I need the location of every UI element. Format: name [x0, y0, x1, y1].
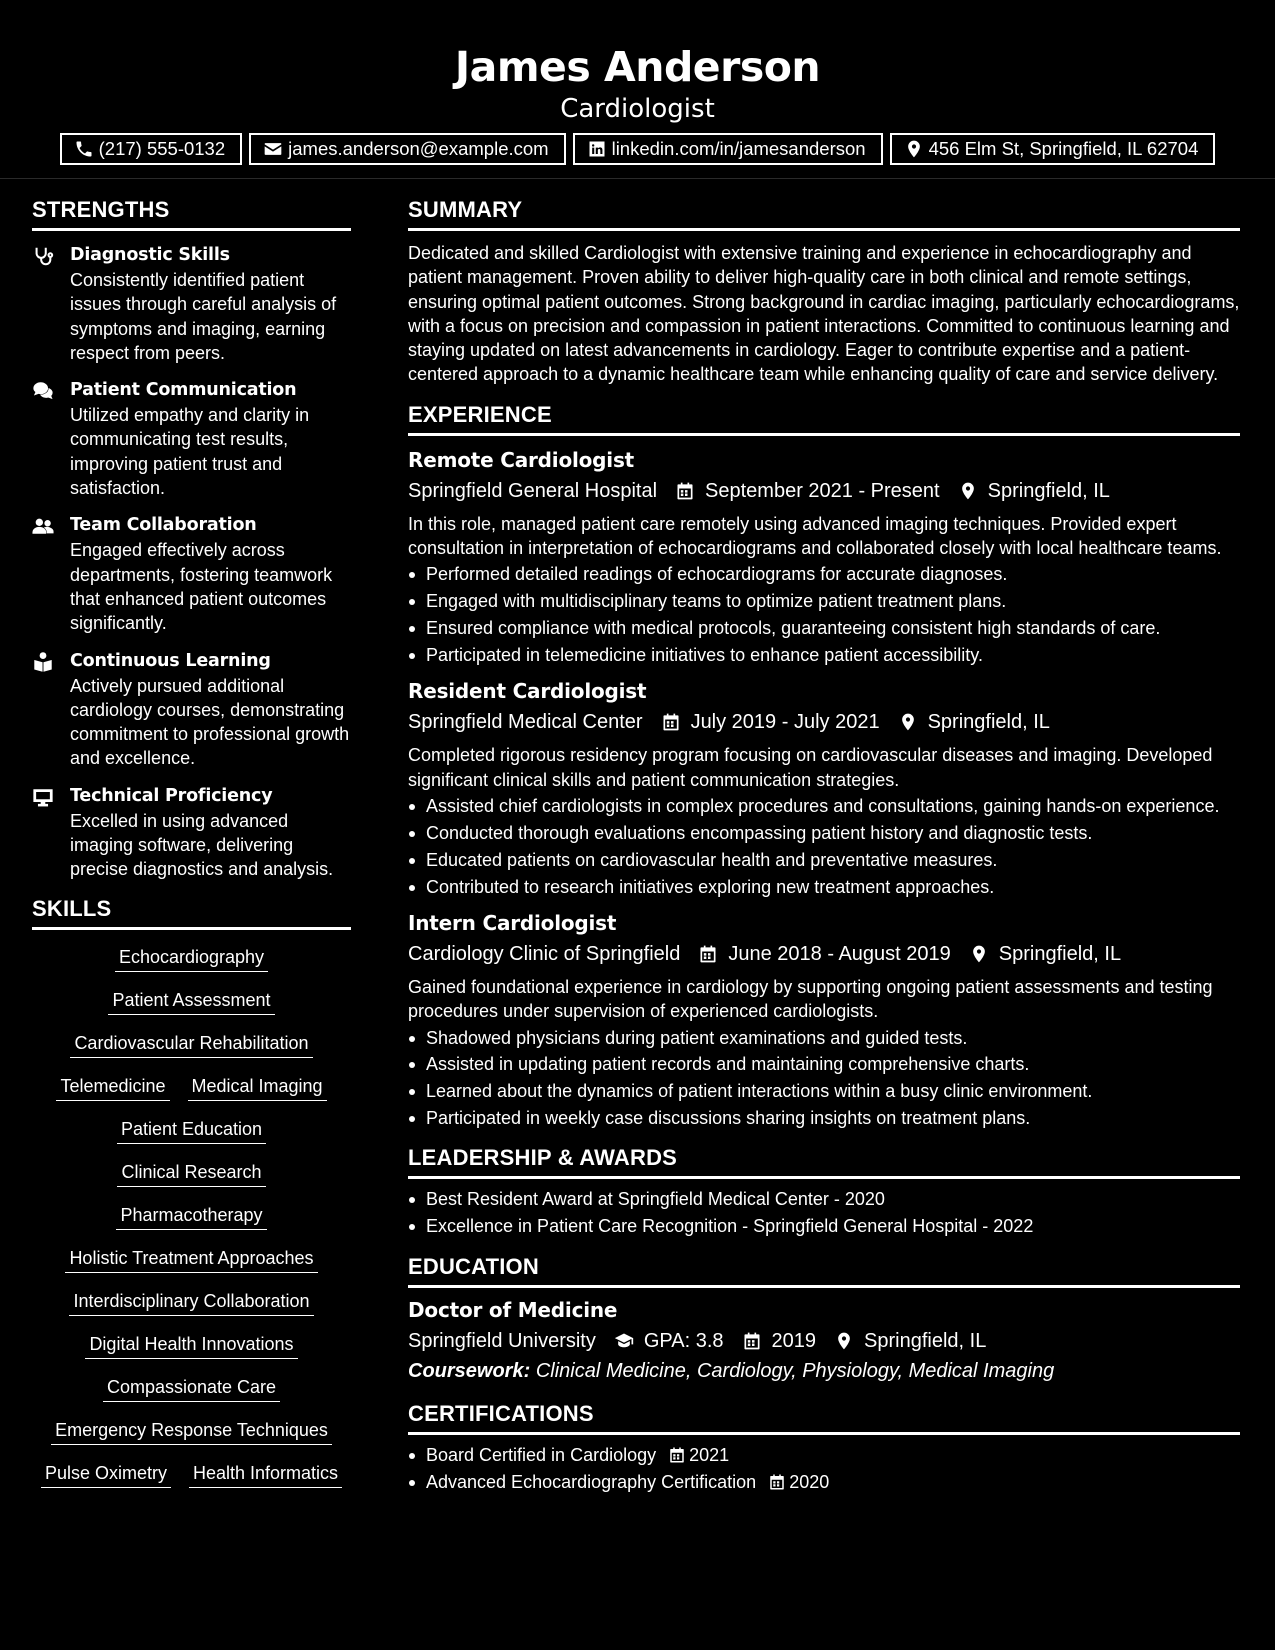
- job-description: In this role, managed patient care remotely using advanced imaging techniques. Provided expert consultation in interpretation of echocardiograms and collaborated closely with local healthcare teams.: [408, 513, 1222, 559]
- strength-desc: Consistently identified patient issues through careful analysis of symptoms and imaging, earning respect from peers.: [70, 270, 337, 363]
- job-title: Resident Cardiologist: [408, 679, 647, 704]
- coursework: [408, 1356, 1240, 1386]
- list-item: [408, 1470, 1240, 1494]
- job-entry: [408, 677, 1240, 899]
- job-bullets: [408, 1026, 1240, 1131]
- list-item: Learned about the dynamics of patient interactions within a busy clinic environment.: [408, 1079, 1240, 1103]
- resume-header: [0, 0, 1275, 179]
- strength-item: [32, 649, 351, 771]
- skill-tag: Pulse Oximetry: [41, 1462, 171, 1488]
- graduation-year: 2019: [771, 1329, 817, 1352]
- skill-tag: Emergency Response Techniques: [51, 1419, 332, 1445]
- awards-heading: LEADERSHIP & AWARDS: [408, 1144, 1240, 1179]
- school-name: Springfield University: [408, 1329, 596, 1352]
- calendar-icon: [675, 481, 695, 501]
- job-dates: September 2021 - Present: [705, 479, 940, 502]
- calendar-icon: [668, 1446, 686, 1464]
- list-item: Assisted chief cardiologists in complex procedures and consultations, gaining hands-on experience.: [408, 794, 1240, 818]
- skill-tag: Holistic Treatment Approaches: [65, 1247, 317, 1273]
- list-item: Performed detailed readings of echocardiograms for accurate diagnoses.: [408, 562, 1240, 586]
- strength-item: [32, 513, 351, 635]
- summary-text: Dedicated and skilled Cardiologist with extensive training and experience in echocardiography and patient management. Proven ability to deliver high-quality care in both clinical and remote settings, ensuring optimal patient outcomes. Strong background in cardiac imaging, particularly echocardiograms, with a focus on precision and compassion in patient interactions. Committed to continuous learning and staying updated on latest advancements in cardiology. Eager to contribute expertise and a patient-centered approach to a dynamic healthcare team while enhancing quality of care and service delivery.: [408, 243, 1240, 385]
- list-item: Best Resident Award at Springfield Medical Center - 2020: [408, 1187, 1240, 1211]
- list-item: Assisted in updating patient records and maintaining comprehensive charts.: [408, 1052, 1240, 1076]
- skill-tag: Medical Imaging: [188, 1075, 327, 1101]
- skill-tag: Compassionate Care: [103, 1376, 280, 1402]
- job-location: Springfield, IL: [927, 711, 1050, 734]
- education-entry: [408, 1296, 1240, 1386]
- contact-email[interactable]: [249, 133, 565, 165]
- certifications-heading: CERTIFICATIONS: [408, 1400, 1240, 1435]
- map-marker-icon: [904, 139, 924, 159]
- job-dates: July 2019 - July 2021: [690, 711, 880, 734]
- list-item: Contributed to research initiatives exploring new treatment approaches.: [408, 875, 1240, 899]
- calendar-icon: [742, 1331, 762, 1351]
- job-title: Remote Cardiologist: [408, 447, 635, 472]
- map-marker-icon: [898, 712, 918, 732]
- job-dates: June 2018 - August 2019: [728, 942, 951, 965]
- job-company: Cardiology Clinic of Springfield: [408, 942, 681, 965]
- stethoscope-icon: [32, 245, 54, 267]
- strengths-list: [32, 243, 351, 882]
- strength-title: Continuous Learning: [70, 650, 271, 671]
- skill-tag: Interdisciplinary Collaboration: [69, 1290, 313, 1316]
- contact-address-text: 456 Elm St, Springfield, IL 62704: [928, 138, 1199, 159]
- skill-tag: Pharmacotherapy: [116, 1204, 266, 1230]
- skill-tag: Cardiovascular Rehabilitation: [70, 1032, 312, 1058]
- contact-address[interactable]: [890, 133, 1216, 165]
- skill-tag: Clinical Research: [117, 1161, 265, 1187]
- job-bullets: [408, 794, 1240, 899]
- job-title: Intern Cardiologist: [408, 910, 617, 935]
- strength-desc: Excelled in using advanced imaging software, delivering precise diagnostics and analysis.: [70, 810, 334, 880]
- skill-tag: Patient Education: [117, 1118, 266, 1144]
- certification-year: 2020: [789, 1471, 830, 1492]
- certification-name: Advanced Echocardiography Certification: [426, 1471, 757, 1492]
- calendar-icon: [698, 944, 718, 964]
- map-marker-icon: [969, 944, 989, 964]
- envelope-icon: [263, 139, 283, 159]
- contact-email-text: james.anderson@example.com: [288, 138, 549, 159]
- strength-title: Patient Communication: [70, 380, 297, 401]
- skill-tag: Patient Assessment: [108, 989, 274, 1015]
- strength-item: [32, 784, 351, 882]
- skill-tag: Echocardiography: [115, 946, 268, 972]
- users-icon: [32, 515, 54, 537]
- candidate-name: James Anderson: [454, 43, 821, 91]
- contact-linkedin[interactable]: [573, 133, 883, 165]
- list-item: Ensured compliance with medical protocols, guaranteeing consistent high standards of care.: [408, 616, 1240, 640]
- coursework-list: Clinical Medicine, Cardiology, Physiology, Medical Imaging: [535, 1359, 1055, 1382]
- gpa: GPA: 3.8: [643, 1329, 724, 1352]
- job-entry: [408, 446, 1240, 668]
- graduation-cap-icon: [614, 1331, 634, 1351]
- certification-name: Board Certified in Cardiology: [426, 1444, 657, 1465]
- strength-desc: Engaged effectively across departments, fostering teamwork that enhanced patient outcomes significantly.: [70, 540, 333, 634]
- education-meta: [408, 1326, 1240, 1356]
- candidate-title: Cardiologist: [560, 94, 715, 124]
- education-heading: EDUCATION: [408, 1253, 1240, 1288]
- right-column: [408, 196, 1240, 1496]
- calendar-icon: [661, 712, 681, 732]
- linkedin-icon: [587, 139, 607, 159]
- strength-item: [32, 378, 351, 500]
- list-item: Participated in telemedicine initiatives to enhance patient accessibility.: [408, 643, 1240, 667]
- calendar-icon: [768, 1473, 786, 1491]
- contact-phone-text: (217) 555-0132: [98, 138, 226, 159]
- left-column: [32, 196, 351, 1488]
- job-entry: [408, 909, 1240, 1131]
- coursework-label: Coursework:: [408, 1359, 531, 1382]
- comments-icon: [32, 380, 54, 402]
- awards-list: [408, 1187, 1240, 1238]
- list-item: Excellence in Patient Care Recognition - Springfield General Hospital - 2022: [408, 1214, 1240, 1238]
- job-location: Springfield, IL: [987, 479, 1110, 502]
- contact-phone[interactable]: [60, 133, 243, 165]
- certification-year: 2021: [689, 1444, 730, 1465]
- certifications-list: [408, 1443, 1240, 1494]
- strength-item: [32, 243, 351, 365]
- job-description: Completed rigorous residency program focusing on cardiovascular diseases and imaging. Developed significant clinical skills and patient communication strategies.: [408, 745, 1213, 790]
- map-marker-icon: [958, 481, 978, 501]
- list-item: [408, 1443, 1240, 1467]
- desktop-icon: [32, 786, 54, 808]
- job-description: Gained foundational experience in cardiology by supporting ongoing patient assessments and testing procedures under supervision of experienced cardiologists.: [408, 976, 1213, 1022]
- phone-icon: [74, 139, 94, 159]
- job-bullets: [408, 562, 1240, 667]
- list-item: Shadowed physicians during patient examinations and guided tests.: [408, 1026, 1240, 1050]
- job-meta: [408, 707, 1240, 737]
- skill-tag: Telemedicine: [56, 1075, 169, 1101]
- degree-title: Doctor of Medicine: [408, 1297, 618, 1322]
- experience-heading: EXPERIENCE: [408, 401, 1240, 436]
- job-company: Springfield Medical Center: [408, 711, 643, 734]
- map-marker-icon: [834, 1331, 854, 1351]
- list-item: Participated in weekly case discussions sharing insights on treatment plans.: [408, 1106, 1240, 1130]
- strength-desc: Utilized empathy and clarity in communicating test results, improving patient trust and satisfaction.: [70, 405, 310, 499]
- strength-title: Diagnostic Skills: [70, 245, 230, 265]
- list-item: Engaged with multidisciplinary teams to optimize patient treatment plans.: [408, 589, 1240, 613]
- list-item: Conducted thorough evaluations encompassing patient history and diagnostic tests.: [408, 821, 1240, 845]
- list-item: Educated patients on cardiovascular health and preventative measures.: [408, 848, 1240, 872]
- strengths-heading: STRENGTHS: [32, 196, 351, 231]
- school-location: Springfield, IL: [864, 1329, 987, 1352]
- strength-title: Team Collaboration: [70, 515, 257, 536]
- book-reader-icon: [32, 651, 54, 673]
- skill-tag: Digital Health Innovations: [85, 1333, 297, 1359]
- job-location: Springfield, IL: [998, 942, 1122, 965]
- strength-title: Technical Proficiency: [70, 785, 273, 806]
- job-meta: [408, 939, 1240, 969]
- strength-desc: Actively pursued additional cardiology courses, demonstrating commitment to professional growth and excellence.: [70, 675, 350, 769]
- skills-heading: SKILLS: [32, 895, 351, 930]
- job-company: Springfield General Hospital: [408, 479, 658, 502]
- skills-list: [32, 946, 351, 1488]
- skill-tag: Health Informatics: [189, 1462, 342, 1488]
- summary-heading: SUMMARY: [408, 196, 1240, 231]
- contact-bar: [0, 133, 1275, 165]
- contact-linkedin-text: linkedin.com/in/jamesanderson: [611, 138, 866, 159]
- job-meta: [408, 476, 1240, 506]
